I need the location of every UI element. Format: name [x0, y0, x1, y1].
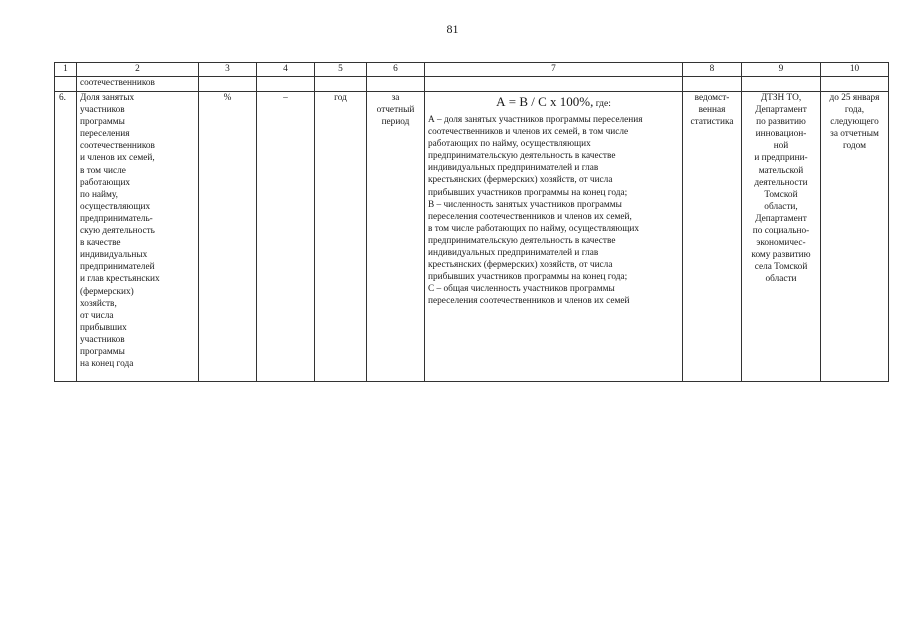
cell-empty: [367, 77, 425, 92]
formula: А = В / С х 100%,: [496, 94, 594, 109]
reporting-period-cell: за отчетный период: [367, 92, 425, 382]
unit-cell: %: [199, 92, 257, 382]
source-cell: ведомст- венная статистика: [683, 92, 742, 382]
header-cell: 1: [55, 63, 77, 77]
cell-empty: [199, 77, 257, 92]
continuation-text: соотечественников: [77, 77, 199, 92]
header-cell: 4: [257, 63, 315, 77]
header-cell: 3: [199, 63, 257, 77]
header-cell: 8: [683, 63, 742, 77]
table-row: [55, 92, 889, 382]
cell-empty: [257, 77, 315, 92]
row-number: 6.: [55, 92, 77, 382]
cell-empty: [683, 77, 742, 92]
dash-cell: –: [257, 92, 315, 382]
continuation-row: [55, 77, 889, 92]
formula-description: А – доля занятых участников программы переселения соотечественников и членов их семей, в том числе работающих по найму, осуществляющих предпринимательскую деятельность в качестве индивидуальных предпринимателей и глав крестьянских (фермерских) хозяйств, от числа прибывших участников программы на конец года; В – численность занятых участников программы переселения соотечественников и членов их семей, в том числе работающих по найму, осуществляющих предпринимательскую деятельность в качестве индивидуальных предпринимателей и глав крестьянских (фермерских) хозяйств, от числа прибывших участников программы на конец года; С – общая численность участников программы переселения соотечественников и членов их семей: [428, 115, 643, 307]
header-cell: 5: [315, 63, 367, 77]
header-row: [55, 63, 889, 77]
header-cell: 10: [821, 63, 889, 77]
deadline-cell: до 25 января года, следующего за отчетным годом: [821, 92, 889, 382]
indicator-table: [54, 62, 889, 382]
cell-empty: [55, 77, 77, 92]
formula-heading: [428, 92, 679, 114]
cell-empty: [821, 77, 889, 92]
formula-cell: [425, 92, 683, 382]
header-cell: 7: [425, 63, 683, 77]
formula-suffix: где:: [593, 99, 611, 109]
header-cell: 6: [367, 63, 425, 77]
cell-empty: [315, 77, 367, 92]
header-cell: 9: [742, 63, 821, 77]
indicator-name: Доля занятых участников программы переселения соотечественников и членов их семей, в том числе работающих по найму, осуществляющих предприниматель- скую деятельность в качестве индивидуальных предпринимателей и глав крестьянских (фермерских) хозяйств, от числа прибывших участников программы на конец года: [77, 92, 199, 382]
cell-empty: [742, 77, 821, 92]
page-number: 81: [446, 22, 459, 36]
responsible-cell: ДТЗН ТО, Департамент по развитию инновацион- ной и предприни- мательской деятельности Томской области, Департамент по социально- экономичес- кому развитию села Томской области: [742, 92, 821, 382]
cell-empty: [425, 77, 683, 92]
header-cell: 2: [77, 63, 199, 77]
period-cell: год: [315, 92, 367, 382]
